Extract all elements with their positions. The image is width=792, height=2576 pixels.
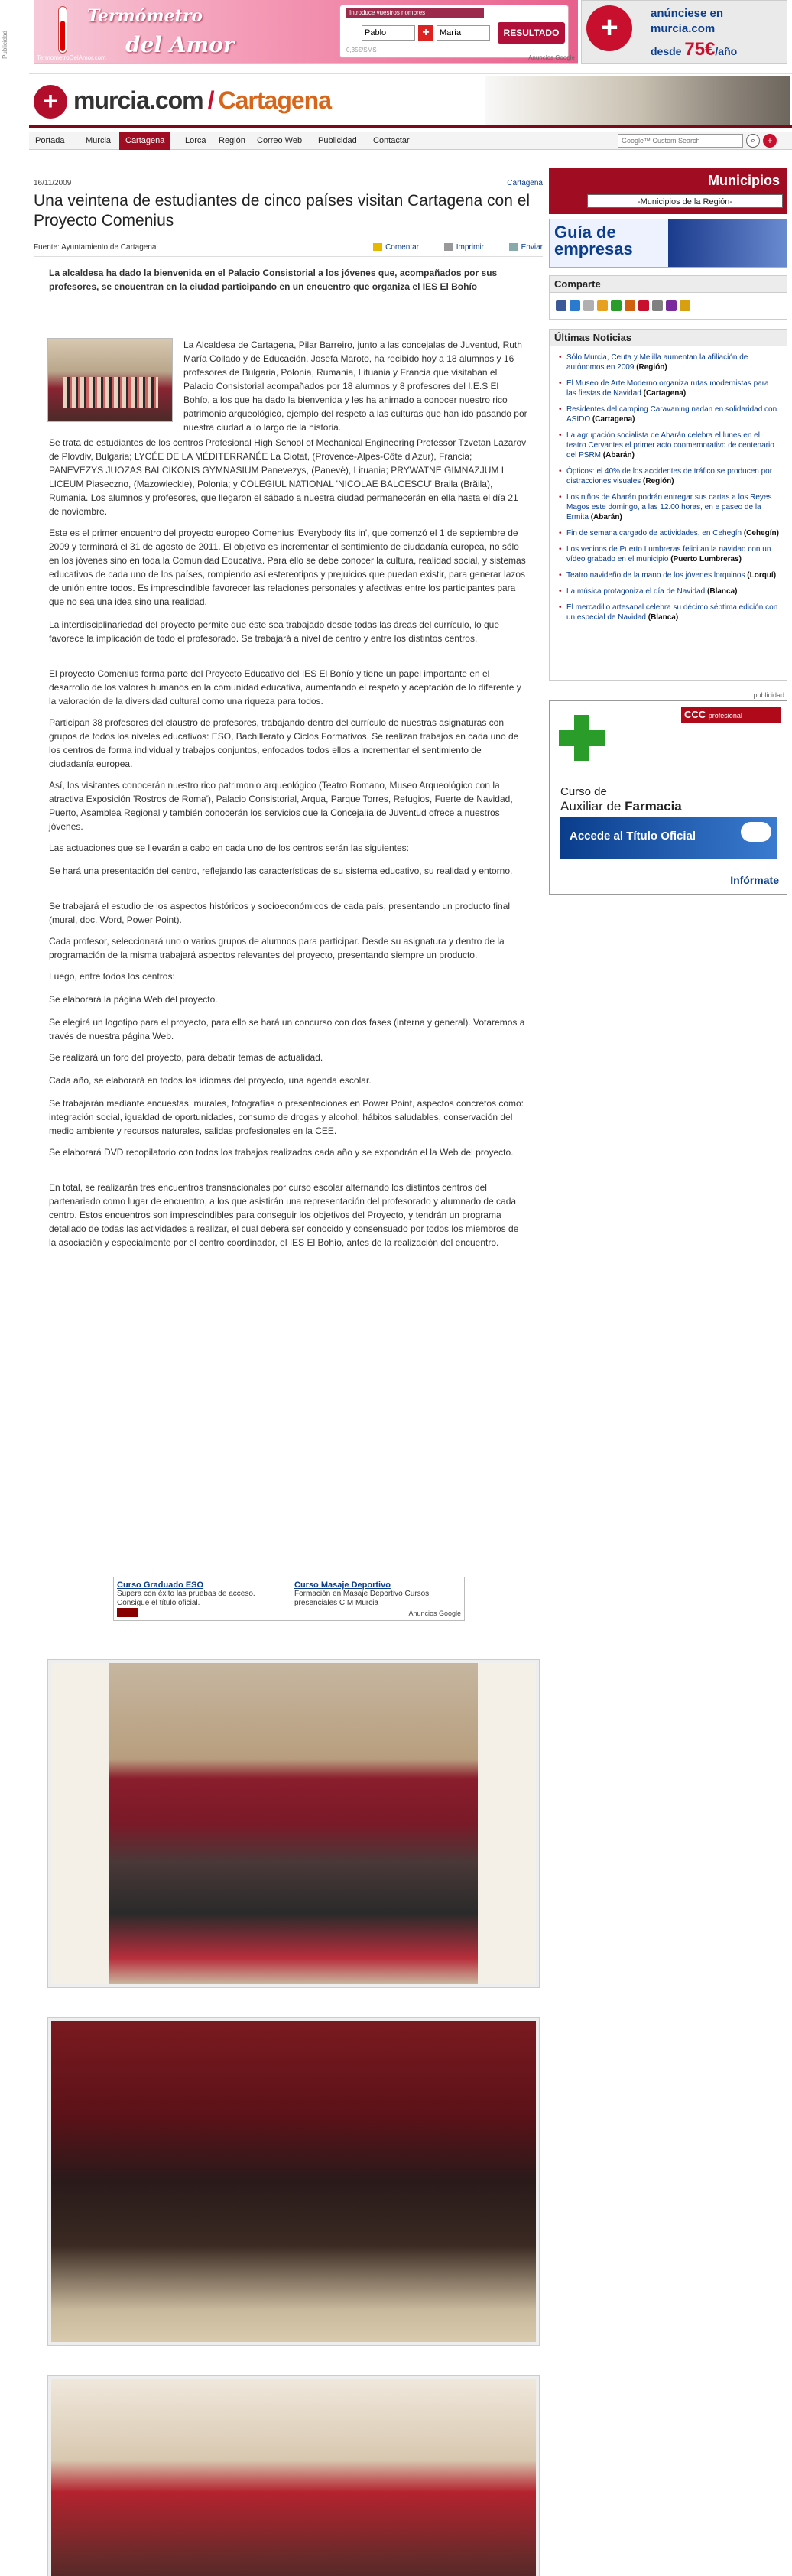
article-photo[interactable]	[47, 2017, 540, 2346]
name2-input[interactable]	[437, 25, 490, 41]
news-item[interactable]: • Los niños de Abarán podrán entregar sus cartas a los Reyes Magos este domingo, a las 12.00 horas, en e paseo de la Ermita (Abarán)	[559, 492, 781, 522]
nav-region[interactable]: Región	[219, 136, 245, 145]
termometro-title-1: Termómetro	[87, 6, 203, 26]
share-title: Comparte	[550, 276, 787, 293]
municipios-select[interactable]: -Municipios de la Región-	[587, 194, 783, 208]
technorati-icon[interactable]	[611, 300, 622, 311]
comment-button[interactable]: Comentar	[373, 243, 419, 252]
site-header	[29, 73, 792, 128]
article-paragraph: Se elegirá un logotipo para el proyecto, para ello se hará un concurso con dos fases (interna y general). Votaremos a través de nuestra página Web.	[49, 1017, 525, 1041]
article-paragraph: Se elaborará DVD recopilatorio con todos los trabajos realizados cada año y se expondrán el la Web del proyecto.	[49, 1147, 514, 1158]
article-paragraph: El proyecto Comenius forma parte del Proyecto Educativo del IES El Bohío y tiene un papel importante en el desarrollo de los valores humanos en la comunidad educativa, aumentando el respeto y aceptación de lo diferente y la valoración de la diversidad cultural como una riqueza para todos.	[49, 668, 521, 707]
nav-lorca[interactable]: Lorca	[185, 136, 206, 145]
news-item[interactable]: • Sólo Murcia, Ceuta y Melilla aumentan la afiliación de autónomos en 2009 (Región)	[559, 352, 781, 372]
termometro-form	[339, 5, 569, 58]
ad-col-2[interactable]: Curso Masaje Deportivo Formación en Masaje Deportivo Cursos presenciales CIM Murcia	[294, 1580, 430, 1607]
ccc-line1: Curso de	[560, 785, 607, 798]
side-publicidad-label: Publicidad	[2, 31, 8, 59]
anunciese-ad[interactable]	[581, 0, 787, 64]
nav-murcia[interactable]: Murcia	[86, 136, 112, 145]
resultado-button[interactable]: RESULTADO	[498, 22, 565, 44]
pharmacy-cross-icon	[559, 730, 605, 746]
news-item[interactable]: • La música protagoniza el día de Navidad (Blanca)	[559, 586, 781, 596]
article-paragraph: Se hará una presentación del centro, reflejando las características de su sistema educativo, su realidad y entorno.	[49, 866, 513, 876]
publicidad-label: publicidad	[753, 691, 784, 699]
article-source: Fuente: Ayuntamiento de Cartagena	[34, 243, 543, 257]
share-box	[549, 275, 787, 320]
article-paragraph: Se trata de estudiantes de los centros Profesional High School of Mechanical Engineering Professor Tzvetan Lazarov de Plovdiv, Bulgaria; LYCÉE DE LA MÉDITERRANÉE La Ciotat, (Provence-Alpes-Côte d'Azur), Francia; PANEVEZYS JUOZAS BALCIKONIS GYMNASIUM Panevezys, (Panevė), Lituania; PRYWATNE GIMNAZJUM I LICEUM Piaseczno, (Mazowieckie), Polonia; y COLEGIUL NATIONAL 'NICOLAE BALCESCU' Braila (Brăila), Rumania. Los alumnos y profesores, que llegaron el sábado a nuestra ciudad permanecerán en ella hasta el día 21 de noviembre.	[49, 437, 527, 517]
nav-contactar[interactable]: Contactar	[373, 136, 410, 145]
page-wrapper	[29, 0, 792, 2576]
nav-portada[interactable]: Portada	[35, 136, 65, 145]
mixx-icon[interactable]	[680, 300, 690, 311]
header-city-photo	[485, 76, 790, 125]
anunciese-price: desde 75€/año	[651, 39, 738, 60]
site-logo-icon[interactable]: +	[34, 85, 67, 119]
nav-correo-web[interactable]: Correo Web	[257, 136, 303, 145]
article-lead: La alcaldesa ha dado la bienvenida en el Palacio Consistorial a los jóvenes que, acompañados por sus profesores, se encuentran en la ciudad participando en un encuentro que organiza el IES El Bohío	[49, 268, 498, 292]
municipios-title: Municipios	[708, 173, 780, 188]
news-item[interactable]: • La agrupación socialista de Abarán celebra el lunes en el teatro Cervantes el primer acto conmemorativo de centenario del PSRM (Abarán)	[559, 430, 781, 460]
municipios-box	[549, 168, 787, 214]
anunciese-line2: murcia.com	[651, 22, 716, 35]
guia-line2: empresas	[554, 239, 633, 258]
news-item[interactable]: • Fin de semana cargado de actividades, en Cehegín (Cehegín)	[559, 528, 781, 538]
guia-empresas-banner[interactable]	[549, 219, 787, 268]
termometro-ad[interactable]	[34, 0, 578, 64]
article-paragraph: La interdisciplinariedad del proyecto permite que éste sea trabajado desde todas las áreas del currículo, lo que favorece la implicación de todo el profesorado. Se trabajará a nivel de centro y entre los distintos centros.	[49, 619, 500, 644]
article-paragraph: Este es el primer encuentro del proyecto europeo Comenius 'Everybody fits in', que comenzó el 1 de septiembre de 2009 y terminará el 31 de agosto de 2011. El objetivo es incrementar el sentimiento de ciudadanía europea, no sólo en los jóvenes sino en toda la Comunidad Educativa. Para ello se debe conocer la cultura, realidad social, y sistemas educativos de cada uno de los países, rompiendo así estereotipos y prejuicios que puedan existir, para generar lazos de unión entre todos. Es imprescindible favorecer las relaciones personales y afectivas entre los participantes para que no sea una idea sino una realidad.	[49, 528, 526, 607]
news-item[interactable]: • El Museo de Arte Moderno organiza rutas modernistas para las fiestas de Navidad (Cartagena)	[559, 378, 781, 398]
guia-line1: Guía de	[554, 223, 616, 242]
article-paragraph: Cada profesor, seleccionará uno o varios grupos de alumnos para participar. Desde su asignatura y dentro de la programación de la misma trabajará aspectos relevantes del proyecto, presentando siempre un producto.	[49, 936, 505, 960]
printer-icon	[444, 243, 453, 251]
latest-news-title: Últimas Noticias	[550, 330, 787, 346]
ccc-logo: CCC profesional	[681, 707, 781, 723]
article-paragraph: Así, los visitantes conocerán nuestro rico patrimonio arqueológico (Teatro Romano, Museo Arqueológico con la atractiva Exposición 'Rostros de Roma'), Palacio Consistorial, Arqua, Parque Torres, Refugios, Fuerte de Navidad, Puerto, Asamblea Regional y también conocerán los servicios que la Concejalía de Juventud ofrece a nuestros jóvenes.	[49, 780, 513, 832]
name1-input[interactable]	[362, 25, 415, 41]
digg-icon[interactable]	[597, 300, 608, 311]
article-paragraph: Se realizará un foro del proyecto, para debatir temas de actualidad.	[49, 1052, 323, 1063]
site-brand[interactable]: murcia.com / Cartagena	[73, 86, 332, 114]
latest-news-box	[549, 329, 787, 681]
form-header: Introduce vuestros nombres	[346, 8, 484, 18]
termometro-site[interactable]: TermometroDelAmor.com	[37, 54, 106, 61]
pencil-icon	[373, 243, 382, 251]
blinklist-icon[interactable]	[638, 300, 649, 311]
google-icon[interactable]	[652, 300, 663, 311]
murcia-logo-icon: +	[586, 5, 632, 51]
main-nav	[29, 132, 792, 150]
meneame-icon[interactable]	[583, 300, 594, 311]
facebook-icon[interactable]	[556, 300, 566, 311]
news-item[interactable]: • Ópticos: el 40% de los accidentes de tráfico se producen por distracciones visuales (Región)	[559, 466, 781, 486]
delicious-icon[interactable]	[570, 300, 580, 311]
article-category[interactable]: Cartagena	[507, 179, 543, 187]
termometro-title-2: del Amor	[125, 32, 235, 57]
anunciese-line1: anúnciese en	[651, 7, 724, 20]
ccc-band[interactable]: Accede al Título Oficial	[560, 817, 777, 859]
ccc-cta[interactable]: Infórmate	[730, 874, 779, 886]
ad-col-1[interactable]: Curso Graduado ESO Supera con éxito las pruebas de acceso. Consigue el título oficial.	[117, 1580, 255, 1607]
nav-cartagena[interactable]: Cartagena	[119, 132, 170, 150]
search-input[interactable]	[618, 134, 743, 148]
send-button[interactable]: Enviar	[509, 243, 543, 252]
article-intro: La Alcaldesa de Cartagena, Pilar Barreiro, junto a las concejalas de Juventud, Ruth María Collado y de Educación, Josefa Maroto, ha recibido hoy a 18 alumnos y 16 profesores de Bulgaria, Polonia, Rumania, Lituania y Francia que visitaban el Palacio Consistorial acompañados por 18 alumnos y 8 profesores del I.E.S El Bohío, a los que ha dado la bienvenida y les ha animado a conocer nuestro rico patrimonio arqueológico, ejemplo del respeto a las culturas que han ido pasando por nuestra ciudad a lo largo de la historia.	[183, 339, 527, 433]
ads-by-google[interactable]: Anuncios Google	[408, 1610, 461, 1617]
article-paragraph: Se trabajarán mediante encuestas, murales, fotografías o presentaciones en Power Point, aspectos concretos como: integración social, igualdad de oportunidades, consumo de drogas y alcohol, hábitos saludables, conservación del medio ambiente y recursos naturales, salidas profesionales en la CEE.	[49, 1098, 524, 1136]
article-thumbnail[interactable]	[47, 338, 173, 422]
article-photo[interactable]	[47, 2375, 540, 2576]
ccc-line2: Auxiliar de Farmacia	[560, 799, 682, 814]
inline-google-ad[interactable]	[113, 1577, 465, 1621]
yahoo-icon[interactable]	[666, 300, 677, 311]
article-paragraph: En total, se realizarán tres encuentros transnacionales por curso escolar alternando los distintos centros del partenariado como lugar de encuentro, a los que asistirán una representación del profesorado y alumnado de cada centro. Estos encuentros son imprescindibles para conseguir los objetivos del Proyecto, y tendrán un programa detallado de todas las actividades a realizar, el cual deberá ser conocido y consensuado por todos los miembros de la asociación y especialmente por el centro coordinador, el IES El Bohío, antes de la realización del encuentro.	[49, 1182, 519, 1248]
article-date: 16/11/2009	[34, 179, 72, 187]
nav-publicidad[interactable]: Publicidad	[318, 136, 357, 145]
article-paragraph: Participan 38 profesores del claustro de profesores, trabajando dentro del currículo de nuestras asignaturas con grupos de todos los niveles educativos: ESO, Bachillerato y Ciclos Formativos. Se realizan trabajos en cada uno de los centros de forma individual y trabajos conjuntos, enfocados todos ellos a incrementar el sentimiento de ciudadanía europea.	[49, 717, 519, 769]
article-paragraph: Las actuaciones que se llevarán a cabo en cada uno de los centros serán las siguientes:	[49, 843, 409, 853]
article-tools	[350, 243, 543, 252]
news-item[interactable]: • Los vecinos de Puerto Lumbreras felicitan la navidad con un vídeo grabado en el municipio (Puerto Lumbreras)	[559, 544, 781, 564]
article-paragraph: Cada año, se elaborará en todos los idiomas del proyecto, una agenda escolar.	[49, 1075, 372, 1086]
ccc-farmacia-ad[interactable]	[549, 700, 787, 895]
sms-price: 0,35€/SMS	[346, 47, 377, 54]
article-paragraph: Luego, entre todos los centros:	[49, 971, 175, 982]
ad-nav-arrows-icon[interactable]	[117, 1608, 138, 1617]
envelope-icon	[509, 243, 518, 251]
ads-by-google[interactable]: Anuncios Google	[528, 54, 575, 61]
print-button[interactable]: Imprimir	[444, 243, 484, 252]
article-paragraph: Se trabajará el estudio de los aspectos históricos y socioeconómicos de cada país, presentando un producto final (mural, doc. Word, Power Point).	[49, 901, 511, 925]
myspace-icon[interactable]	[625, 300, 635, 311]
news-item[interactable]: • Teatro navideño de la mano de los jóvenes lorquinos (Lorquí)	[559, 570, 781, 580]
news-item[interactable]: • Residentes del camping Caravaning nadan en solidaridad con ASIDO (Cartagena)	[559, 404, 781, 424]
thermometer-icon	[58, 6, 67, 54]
article-title: Una veintena de estudiantes de cinco países visitan Cartagena con el Proyecto Comenius	[34, 192, 531, 229]
article-photo[interactable]	[47, 1659, 540, 1988]
article-paragraph: Se elaborará la página Web del proyecto.	[49, 994, 218, 1005]
plus-icon: +	[418, 25, 433, 41]
site-small-logo-icon[interactable]: +	[763, 134, 777, 148]
news-item[interactable]: • El mercadillo artesanal celebra su décimo séptima edición con un especial de Navidad (Blanca)	[559, 603, 781, 622]
top-banner-area	[29, 0, 792, 67]
search-icon[interactable]: ⌕	[746, 134, 760, 148]
pill-icon	[741, 822, 771, 842]
